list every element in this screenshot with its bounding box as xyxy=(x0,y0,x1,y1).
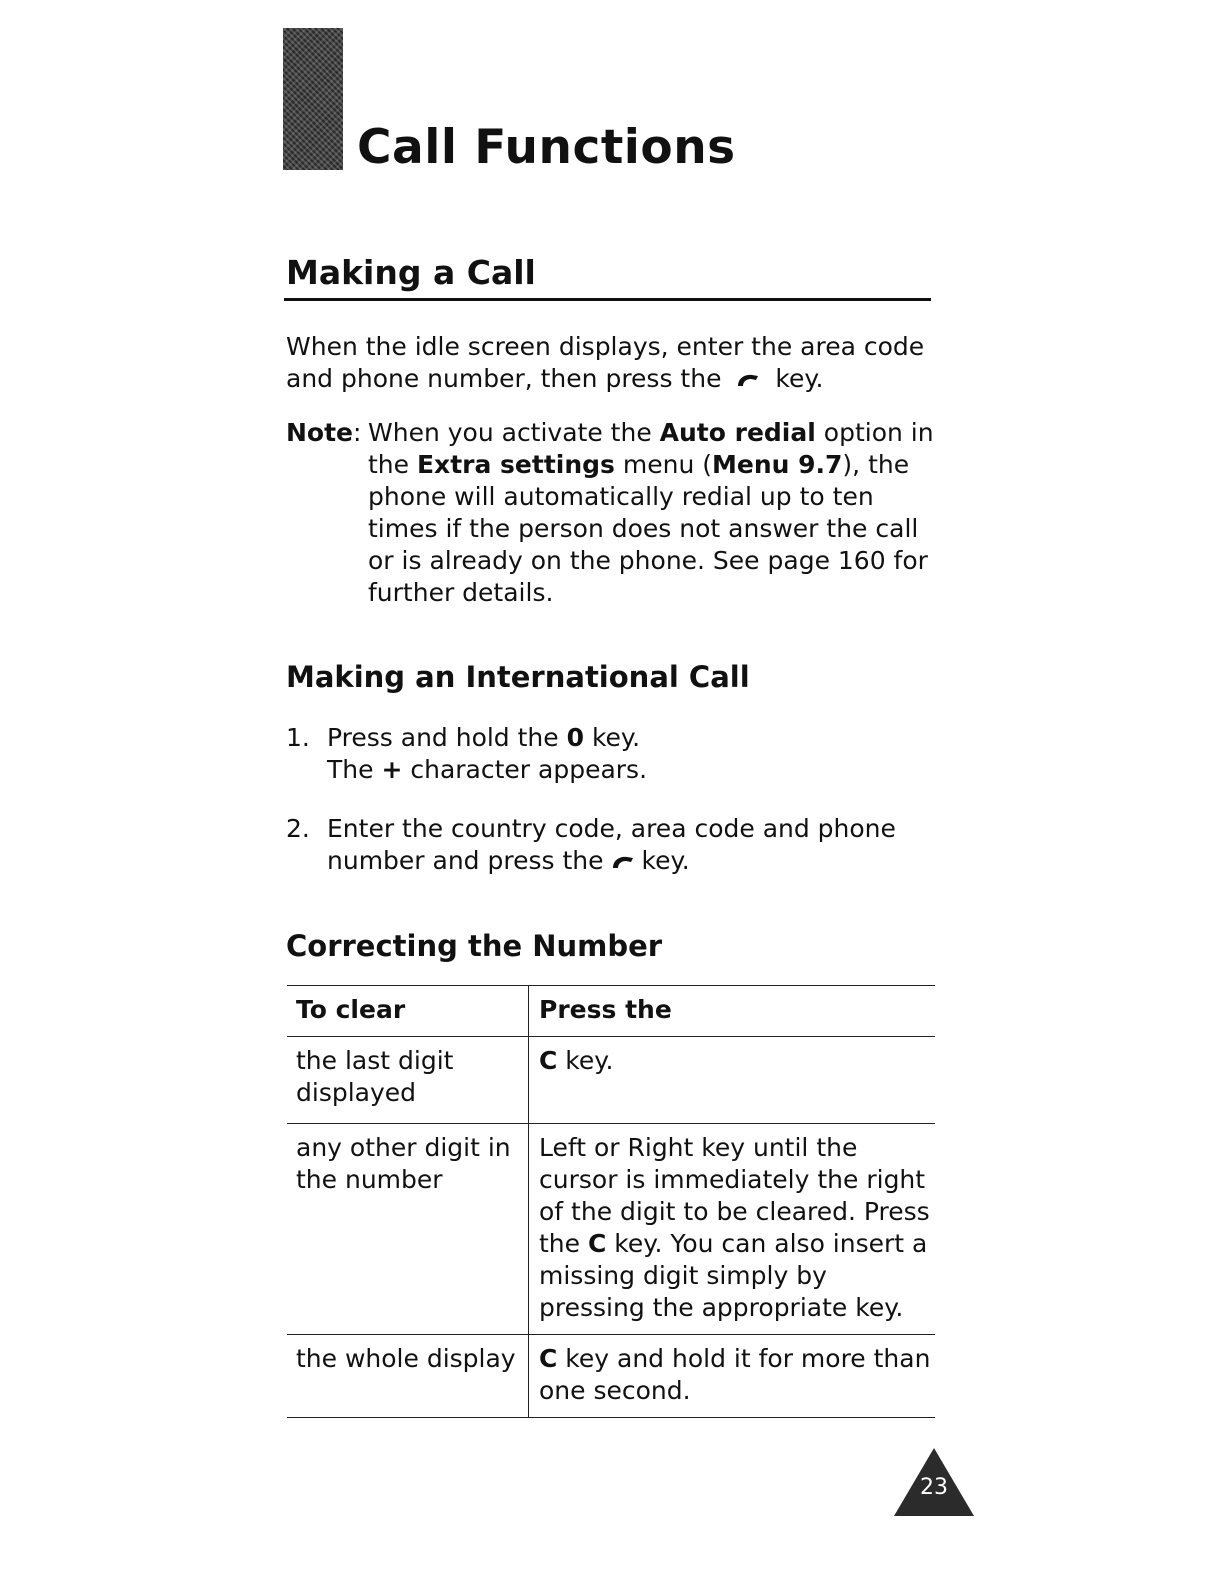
paragraph-text: When the idle screen displays, enter the area code and phone number, then press the xyxy=(286,332,925,393)
chapter-marker xyxy=(283,28,343,170)
table-header-row xyxy=(287,986,935,1037)
table-cell: Left or Right key until the cursor is immediately the right of the digit to be cleared. Press the C key. You can also insert a missing digit simply by pressing the appropriate key. xyxy=(529,1124,936,1335)
paragraph-text-end: key. xyxy=(775,364,824,393)
column-header: To clear xyxy=(287,986,529,1037)
section-heading-making-a-call: Making a Call xyxy=(286,253,536,292)
table-cell: C key and hold it for more than one second. xyxy=(529,1335,936,1418)
table-cell: any other digit in the number xyxy=(287,1124,529,1335)
chapter-title: Call Functions xyxy=(357,120,736,175)
note-label: Note: xyxy=(286,418,362,447)
section-heading-correcting: Correcting the Number xyxy=(286,929,663,963)
column-header: Press the xyxy=(529,986,936,1037)
step-2-text: Enter the country code, area code and phone number and press the key. xyxy=(327,814,896,875)
table-row xyxy=(287,1335,935,1418)
section-heading-international: Making an International Call xyxy=(286,660,750,694)
table-row xyxy=(287,1037,935,1124)
making-a-call-paragraph xyxy=(286,331,936,395)
table-cell: C key. xyxy=(529,1037,936,1124)
correcting-table xyxy=(287,985,935,1418)
table-row xyxy=(287,1124,935,1335)
step-1-text: Press and hold the 0 key. The + character appears. xyxy=(327,723,648,784)
table-cell: the last digit displayed xyxy=(287,1037,529,1124)
step-number: 2. xyxy=(286,814,310,843)
phone-send-icon xyxy=(610,854,636,870)
step-number: 1. xyxy=(286,723,310,752)
heading-rule xyxy=(284,298,931,301)
note-body: When you activate the Auto redial option in the Extra settings menu (Menu 9.7), the phone will automatically redial up to ten times if the person does not answer the call or is already on the phone. See page 160 for further details. xyxy=(368,418,934,607)
phone-send-icon xyxy=(735,372,761,388)
page-number: 23 xyxy=(920,1475,948,1500)
table-cell: the whole display xyxy=(287,1335,529,1418)
